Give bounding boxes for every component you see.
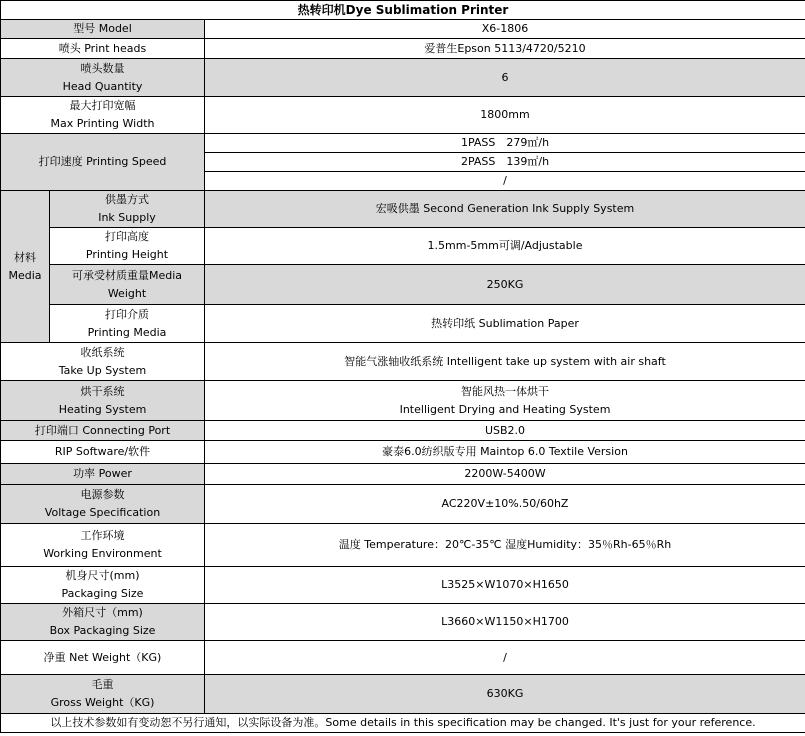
label-heating (1, 381, 205, 421)
label-en: Printing Height (85, 248, 169, 261)
row-net-weight (1, 641, 805, 675)
label-cn: 外箱尺寸（mm) (62, 606, 143, 619)
row-port (1, 421, 805, 441)
value-en: Intelligent Drying and Heating System (399, 402, 611, 416)
label-printing-height (50, 228, 205, 265)
label-en: Gross Weight（KG) (50, 696, 155, 709)
value-heating (205, 381, 805, 421)
label-cn: 工作环境 (80, 529, 125, 542)
row-head-quantity (1, 59, 805, 97)
value-take-up: 智能气涨轴收纸系统 Intelligent take up system with air shaft (205, 343, 805, 381)
value-port: USB2.0 (205, 421, 805, 441)
row-environment (1, 524, 805, 567)
value-print-heads: 爱普生Epson 5113/4720/5210 (205, 39, 805, 59)
table-title: 热转印机Dye Sublimation Printer (1, 1, 805, 20)
value-gross-weight: 630KG (205, 675, 805, 714)
label-en: Max Printing Width (50, 117, 155, 130)
row-media-weight (1, 265, 805, 305)
row-ink-supply (1, 191, 805, 228)
value-rip: 豪泰6.0纺织版专用 Maintop 6.0 Textile Version (205, 441, 805, 464)
label-cn: 可承受材质重量Media (71, 268, 183, 282)
label-printing-media (50, 305, 205, 343)
label-cn: 喷头数量 (80, 61, 125, 75)
row-printing-media (1, 305, 805, 343)
row-box-size (1, 604, 805, 641)
label-en: Packaging Size (61, 587, 144, 600)
label-en: Voltage Specification (44, 506, 161, 519)
label-voltage (1, 485, 205, 524)
value-ink-supply: 宏吸供墨 Second Generation Ink Supply System (205, 191, 805, 228)
row-take-up (1, 343, 805, 381)
label-cn: 最大打印宽幅 (69, 99, 136, 112)
label-en: Heating System (58, 402, 147, 416)
label-ink-supply (50, 191, 205, 228)
label-box-size (1, 604, 205, 641)
label-rip: RIP Software/软件 (1, 441, 205, 464)
value-model: X6-1806 (205, 20, 805, 39)
label-head-quantity (1, 59, 205, 97)
label-model: 型号 Model (1, 20, 205, 39)
row-rip (1, 441, 805, 464)
row-power (1, 464, 805, 485)
label-en: Working Environment (43, 547, 162, 560)
label-cn: 供墨方式 (105, 193, 149, 206)
label-en: Weight (107, 286, 147, 300)
value-speed-2pass: 2PASS 139㎡/h (205, 153, 805, 172)
label-media-weight (50, 265, 205, 305)
value-voltage: AC220V±10%.50/60hZ (205, 485, 805, 524)
row-heating (1, 381, 805, 421)
value-media-weight: 250KG (205, 265, 805, 305)
title-row (1, 1, 805, 20)
value-net-weight: / (205, 641, 805, 675)
label-printing-speed: 打印速度 Printing Speed (1, 134, 205, 191)
row-printing-height (1, 228, 805, 265)
value-max-width: 1800mm (205, 97, 805, 134)
value-speed-other: / (205, 172, 805, 191)
row-print-heads (1, 39, 805, 59)
value-printing-height: 1.5mm-5mm可调/Adjustable (205, 228, 805, 265)
value-speed-1pass: 1PASS 279㎡/h (205, 134, 805, 153)
label-max-width (1, 97, 205, 134)
label-gross-weight (1, 675, 205, 714)
label-en: Printing Media (87, 325, 167, 339)
label-cn: 打印高度 (105, 230, 149, 243)
value-cn: 智能风热一体烘干 (461, 384, 549, 398)
label-net-weight: 净重 Net Weight（KG) (1, 641, 205, 675)
label-power: 功率 Power (1, 464, 205, 485)
label-cn: 打印介质 (105, 307, 149, 321)
label-en: Take Up System (58, 363, 147, 377)
label-cn: 毛重 (91, 678, 114, 691)
value-environment: 温度 Temperature：20℃-35℃ 湿度Humidity：35％Rh-65％Rh (205, 524, 805, 567)
label-take-up (1, 343, 205, 381)
value-power: 2200W-5400W (205, 464, 805, 485)
value-box-size: L3660×W1150×H1700 (205, 604, 805, 641)
row-max-width (1, 97, 805, 134)
row-printing-speed (1, 134, 805, 153)
label-cn: 机身尺寸(mm) (65, 569, 140, 582)
value-packaging-size: L3525×W1070×H1650 (205, 567, 805, 604)
label-cn: 收纸系统 (80, 345, 125, 359)
row-gross-weight (1, 675, 805, 714)
row-packaging-size (1, 567, 805, 604)
label-en: Media (8, 268, 42, 282)
label-en: Head Quantity (62, 79, 143, 93)
row-model (1, 20, 805, 39)
footer-row (1, 714, 805, 733)
label-en: Ink Supply (98, 211, 156, 224)
label-environment (1, 524, 205, 567)
row-voltage (1, 485, 805, 524)
value-head-quantity: 6 (205, 59, 805, 97)
label-packaging-size (1, 567, 205, 604)
footer-note: 以上技术参数如有变动恕不另行通知，以实际设备为准。Some details in this specification may be changed. It's just for your reference. (1, 714, 805, 733)
label-print-heads: 喷头 Print heads (1, 39, 205, 59)
value-printing-media: 热转印纸 Sublimation Paper (205, 305, 805, 343)
label-cn: 烘干系统 (80, 384, 125, 398)
label-cn: 电源参数 (80, 488, 125, 501)
label-en: Box Packaging Size (49, 624, 156, 637)
label-media-group (1, 191, 50, 343)
label-port: 打印端口 Connecting Port (1, 421, 205, 441)
label-cn: 材料 (14, 250, 36, 264)
